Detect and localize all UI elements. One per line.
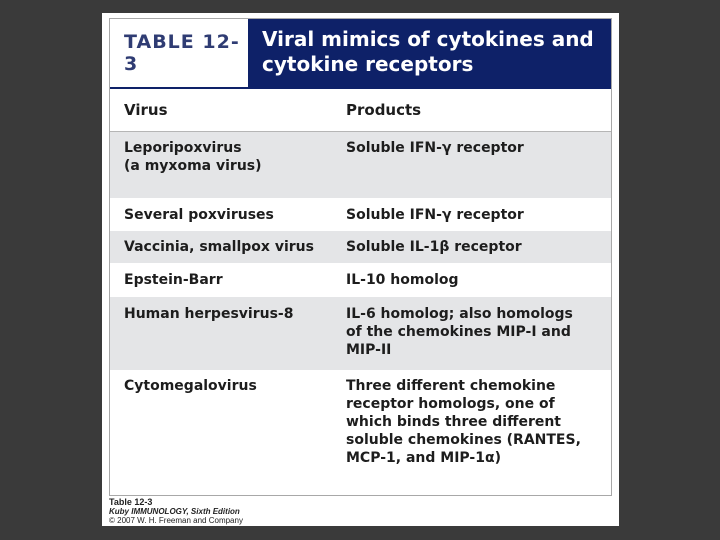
- product-cell: Three different chemokine receptor homologs, one of which binds three different soluble chemokines (RANTES, MCP-1, and MIP-1α): [346, 370, 611, 496]
- caption-book-title: Kuby IMMUNOLOGY, Sixth Edition: [109, 507, 240, 516]
- column-header-virus: Virus: [110, 89, 346, 132]
- table-frame: [109, 18, 612, 496]
- virus-cell: Epstein-Barr: [110, 263, 346, 297]
- virus-cell: Cytomegalovirus: [110, 370, 346, 496]
- product-cell: Soluble IFN-γ receptor: [346, 198, 611, 231]
- caption-table-number: Table 12-3: [109, 497, 153, 507]
- table-title-line-2: cytokine receptors: [262, 52, 474, 76]
- table-title-banner: [248, 19, 611, 87]
- product-cell: IL-6 homolog; also homologs of the chemokines MIP-I and MIP-II: [346, 297, 611, 370]
- product-cell: IL-10 homolog: [346, 263, 611, 297]
- table-row: [110, 370, 611, 496]
- table-row: [110, 297, 611, 370]
- table-row: [110, 231, 611, 263]
- virus-cell: Leporipoxvirus (a myxoma virus): [110, 132, 346, 198]
- caption-copyright: © 2007 W. H. Freeman and Company: [109, 516, 243, 525]
- virus-cell: Human herpesvirus-8: [110, 297, 346, 370]
- table-row: [110, 263, 611, 297]
- slide-page: [102, 13, 619, 526]
- source-caption: [109, 497, 243, 525]
- table-row: [110, 198, 611, 231]
- table-number-label: TABLE 12-3: [124, 31, 240, 75]
- table-title-line-1: Viral mimics of cytokines and: [262, 27, 594, 51]
- virus-cell: Several poxviruses: [110, 198, 346, 231]
- column-header-products: Products: [346, 89, 611, 132]
- product-cell: Soluble IFN-γ receptor: [346, 132, 611, 198]
- product-cell: Soluble IL-1β receptor: [346, 231, 611, 263]
- table-row: [110, 132, 611, 198]
- table-header-row: [110, 89, 611, 132]
- virus-cell: Vaccinia, smallpox virus: [110, 231, 346, 263]
- viral-mimics-table: [110, 89, 611, 496]
